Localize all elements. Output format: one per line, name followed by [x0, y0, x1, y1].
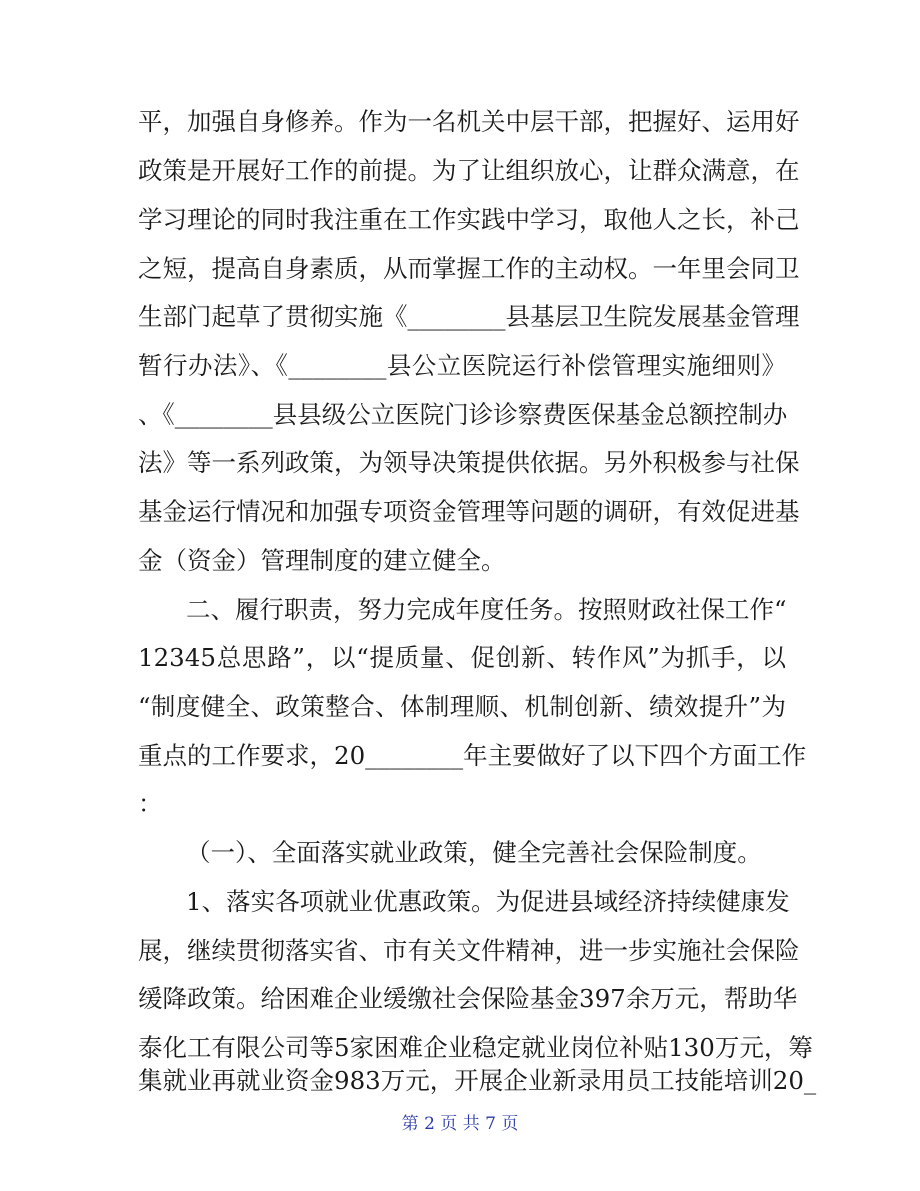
paragraph-line: 暂行办法》、《________县公立医院运行补偿管理实施细则》 — [138, 351, 786, 380]
paragraph-line: 12345总思路”，以“提质量、促创新、转作风”为抓手，以 — [138, 643, 786, 672]
paragraph-line: ： — [138, 789, 163, 818]
paragraph-line: “制度健全、政策整合、体制理顺、机制创新、绩效提升”为 — [138, 692, 786, 721]
paragraph-line: 学习理论的同时我注重在工作实践中学习，取他人之长，补己 — [138, 205, 800, 234]
paragraph-line: 重点的工作要求，20________年主要做好了以下四个方面工作 — [138, 741, 807, 770]
paragraph-line: 集就业再就业资金983万元，开展企业新录用员工技能培训20_ — [138, 1066, 817, 1095]
paragraph-line: 之短，提高自身素质，从而掌握工作的主动权。一年里会同卫 — [138, 254, 800, 283]
page-number-footer: 第 2 页 共 7 页 — [401, 1114, 519, 1134]
paragraph-line: 、《________县县级公立医院门诊诊察费医保基金总额控制办 — [138, 400, 788, 429]
paragraph-line: 缓降政策。给困难企业缓缴社会保险基金397余万元，帮助华 — [138, 984, 798, 1013]
paragraph-line: 平，加强自身修养。作为一名机关中层干部，把握好、运用好 — [138, 107, 800, 136]
paragraph-line: 金（资金）管理制度的建立健全。 — [138, 546, 506, 575]
section-heading: （一）、全面落实就业政策，健全完善社会保险制度。 — [186, 838, 762, 867]
paragraph-line: 展，继续贯彻落实省、市有关文件精神，进一步实施社会保险 — [138, 936, 800, 965]
paragraph-line: 二、履行职责，努力完成年度任务。按照财政社保工作“ — [186, 595, 787, 624]
paragraph-line: 1、落实各项就业优惠政策。为促进县域经济持续健康发 — [186, 887, 790, 916]
paragraph-line: 政策是开展好工作的前提。为了让组织放心，让群众满意，在 — [138, 156, 800, 185]
paragraph-line: 生部门起草了贯彻实施《________县基层卫生院发展基金管理 — [138, 302, 800, 331]
paragraph-line: 法》等一系列政策，为领导决策提供依据。另外积极参与社保 — [138, 448, 800, 477]
paragraph-line: 泰化工有限公司等5家困难企业稳定就业岗位补贴130万元，筹 — [138, 1033, 813, 1062]
paragraph-line: 基金运行情况和加强专项资金管理等问题的调研，有效促进基 — [138, 497, 800, 526]
